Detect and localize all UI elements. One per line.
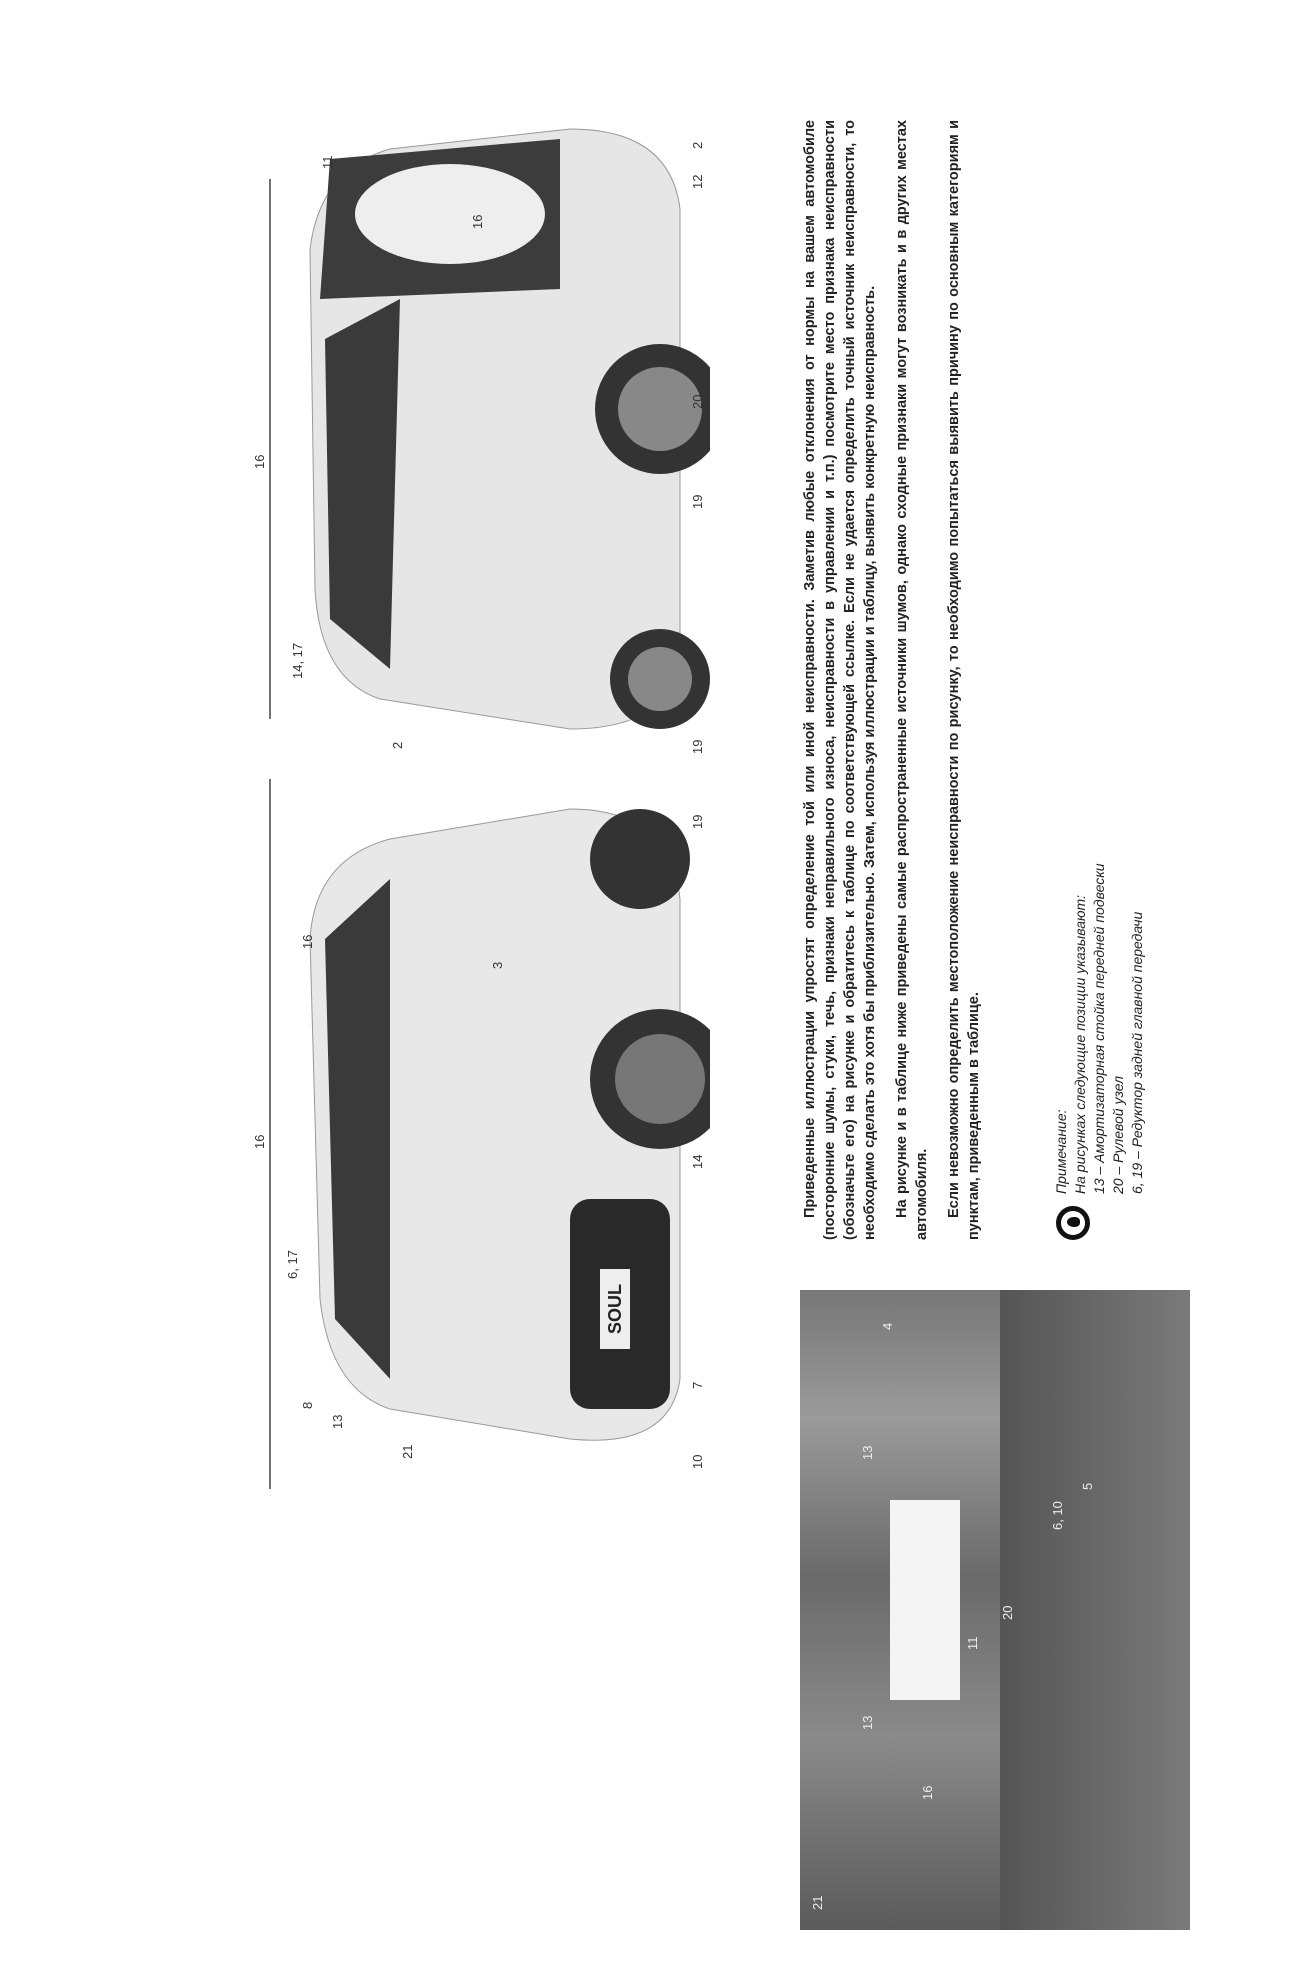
- callout-label: 6, 10: [1050, 1501, 1065, 1530]
- note-item: 20 – Рулевой узел: [1110, 1075, 1126, 1194]
- callout-label: 13: [860, 1445, 875, 1460]
- callout-label: 19: [690, 494, 705, 509]
- callout-label: 21: [810, 1895, 825, 1910]
- callout-label: 4: [880, 1322, 895, 1330]
- callout-label: 2: [690, 141, 705, 149]
- paragraph: Если невозможно определить местоположение неисправности по рисунку, то необходимо попытаться выявить причину по основным категориям и пунктам, приведенным в таблице.: [946, 120, 982, 1240]
- car-windows: [325, 299, 400, 669]
- front-car-illustration: [240, 779, 710, 1499]
- callout-label: 16: [252, 454, 267, 469]
- note-block: [1052, 760, 1147, 1240]
- note-intro: На рисунках следующие позиции указывают:: [1072, 894, 1088, 1194]
- callout-label: 8: [300, 1401, 315, 1409]
- callout-label: 3: [490, 961, 505, 969]
- rear-window-panel: [355, 164, 545, 264]
- body-text: [800, 120, 996, 1240]
- callout-label: 19: [690, 739, 705, 754]
- car-windows: [325, 879, 390, 1379]
- callout-label: 14: [690, 1154, 705, 1169]
- callout-label: 13: [860, 1715, 875, 1730]
- callout-label: 16: [470, 214, 485, 229]
- note-icon: [1056, 1206, 1090, 1240]
- callout-label: 11: [965, 1636, 980, 1650]
- paragraph: На рисунке и в таблице ниже приведены самые распространенные источники шумов, однако сходные признаки могут возникать и в других местах автомобиля.: [894, 120, 930, 1240]
- note-title: Примечание:: [1053, 1109, 1069, 1194]
- callout-label: 20: [690, 394, 705, 409]
- callout-label: 5: [1080, 1482, 1095, 1490]
- callout-label: 16: [252, 1134, 267, 1149]
- badge-text: SOUL: [605, 1283, 625, 1335]
- callout-label: 16: [920, 1785, 935, 1800]
- callout-label: 12: [690, 174, 705, 189]
- rear-car-illustration: [240, 109, 710, 769]
- paragraph: Приведенные иллюстрации упростят определение той или иной неисправности. Заметив любые отклонения от нормы на вашем автомобиле (посторонние шумы, стуки, течь, признаки неправильного износа, неисправности в управлении и т.п.) посмотрите место признака неисправности (обозначьте его) на рисунке и обратитесь к таблице по соответствующей ссылке. Если не удается определить точный источник неисправности, то необходимо сделать это хотя бы приблизительно. Затем, используя иллюстрации и таблицу, выявить конкретную неисправность.: [802, 120, 878, 1240]
- note-item: 13 – Амортизаторная стойка передней подвески: [1091, 863, 1107, 1194]
- rear-wheel: [590, 809, 690, 909]
- note-item: 6, 19 – Редуктор задней главной передачи: [1129, 911, 1145, 1194]
- callout-label: 7: [690, 1381, 705, 1389]
- callout-label: 11: [320, 155, 335, 169]
- callout-label: 14, 17: [290, 642, 305, 679]
- wheel-rim: [615, 1034, 705, 1124]
- callout-label: 2: [390, 741, 405, 749]
- callout-label: 21: [400, 1444, 415, 1459]
- callout-label: 10: [690, 1454, 705, 1469]
- callout-label: 19: [690, 814, 705, 829]
- windshield-area: [890, 1500, 960, 1700]
- callout-label: 6, 17: [285, 1250, 300, 1279]
- callout-label: 16: [300, 934, 315, 949]
- dashboard-seats: [1000, 1290, 1190, 1930]
- interior-photo: [800, 1290, 1190, 1930]
- callout-label: 20: [1000, 1605, 1015, 1620]
- callout-label: 13: [330, 1414, 345, 1429]
- wheel-rim: [628, 647, 692, 711]
- wheel-rim: [618, 367, 702, 451]
